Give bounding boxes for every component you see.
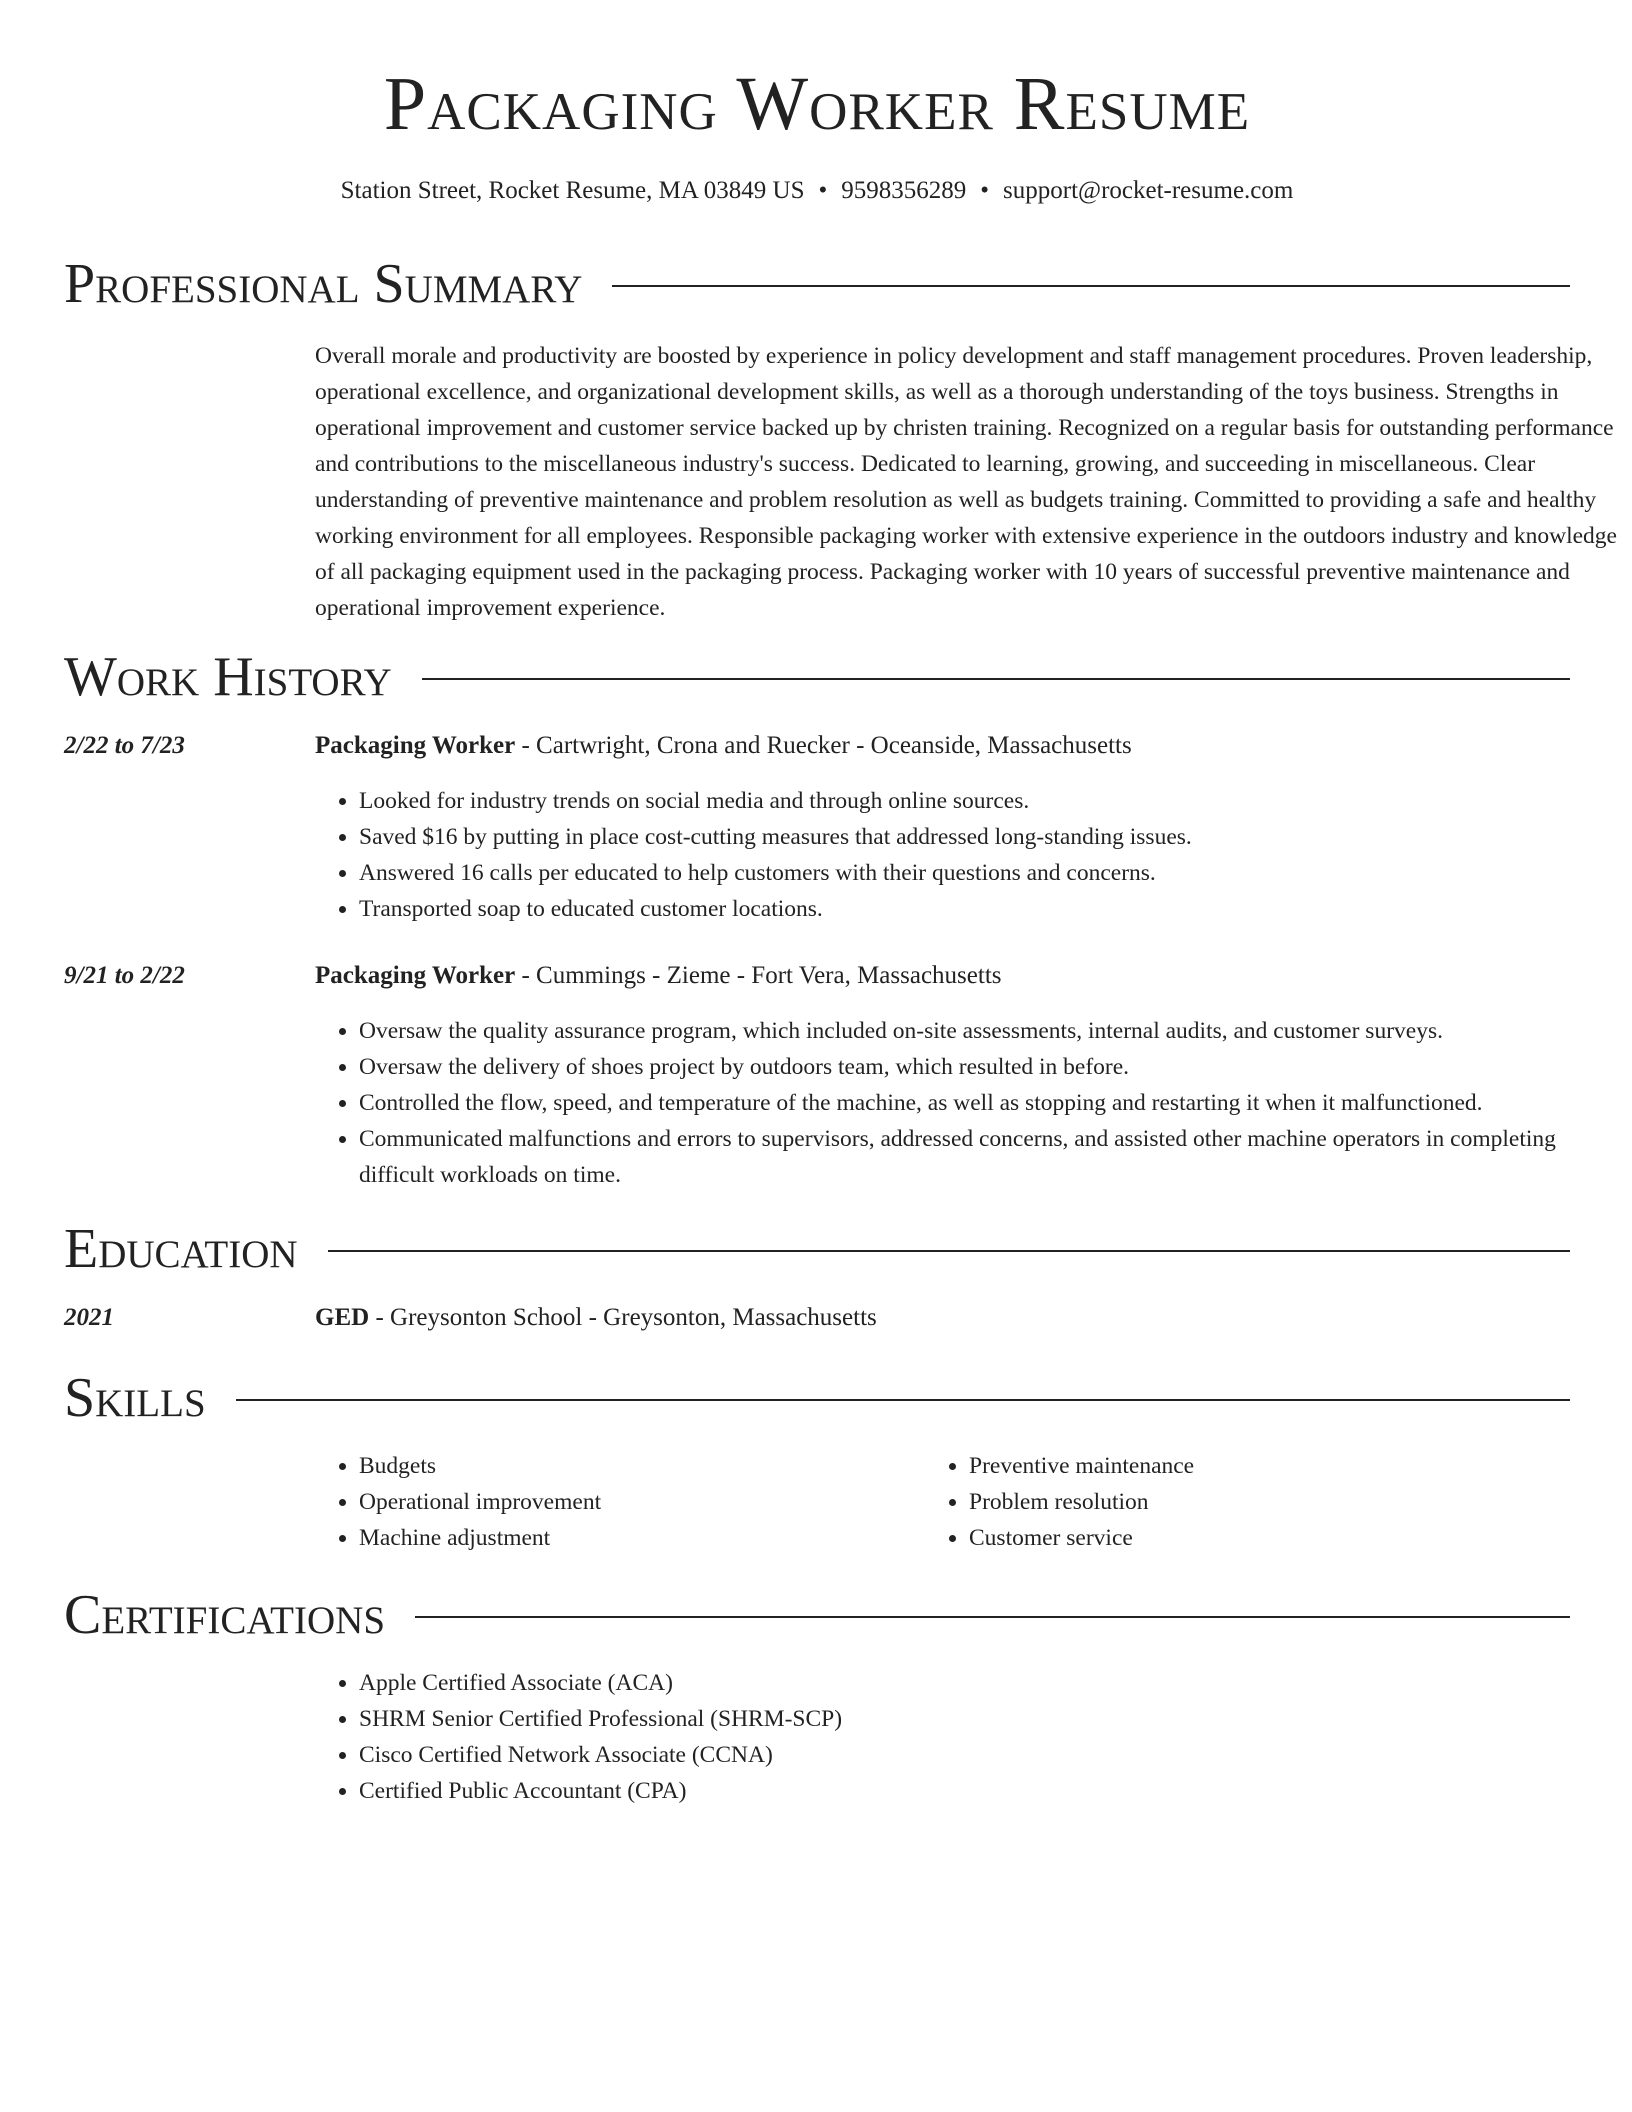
job-bullets <box>315 1013 1632 1193</box>
job-header <box>315 959 1002 993</box>
list-item: • Saved $16 by putting in place cost-cutting measures that addressed long-standing issues. <box>359 819 1632 855</box>
summary-heading <box>64 252 1570 316</box>
separator-dot: • <box>818 177 828 204</box>
list-item: • Oversaw the delivery of shoes project by outdoors team, which resulted in before. <box>359 1049 1632 1085</box>
summary-text: Overall morale and productivity are boosted by experience in policy development and staff management procedures. Proven leadership, operational excellence, and organizational development skills, as well as a thorough understanding of the toys business. Strengths in operational improvement and customer service backed up by christen training. Recognized on a regular basis for outstanding performance and contributions to the miscellaneous industry's success. Dedicated to learning, growing, and succeeding in miscellaneous. Clear understanding of preventive maintenance and problem resolution as well as budgets training. Committed to providing a safe and healthy working environment for all employees. Responsible packaging worker with extensive experience in the outdoors industry and knowledge of all packaging equipment used in the packaging process. Packaging worker with 10 years of successful preventive maintenance and operational improvement experience. <box>315 343 1617 621</box>
resume-title: Packaging Worker Resume <box>383 62 1251 146</box>
skill-item: • Budgets <box>359 1448 919 1484</box>
section-title: Certifications <box>64 1584 386 1646</box>
certification-item: • Apple Certified Associate (ACA) <box>359 1665 1632 1701</box>
list-item: • Looked for industry trends on social media and through online sources. <box>359 783 1632 819</box>
email: support@rocket-resume.com <box>1003 177 1294 204</box>
certifications-list <box>315 1665 1632 1809</box>
education-year: 2021 <box>64 1304 114 1331</box>
section-rule <box>422 678 1570 680</box>
job-dates: 9/21 to 2/22 <box>64 962 185 989</box>
education-entry <box>315 1301 877 1335</box>
job-dates: 2/22 to 7/23 <box>64 732 185 759</box>
job-title: Packaging Worker <box>315 962 516 989</box>
section-title: Professional Summary <box>64 253 583 315</box>
job-details: - Cummings - Zieme - Fort Vera, Massachusetts <box>515 962 1002 989</box>
job-bullets <box>315 783 1632 927</box>
skills-list-left <box>315 1448 919 1556</box>
list-item: • Answered 16 calls per educated to help customers with their questions and concerns. <box>359 855 1632 891</box>
skill-item: • Operational improvement <box>359 1484 919 1520</box>
skills-list-right <box>925 1448 1529 1556</box>
separator-dot: • <box>980 177 990 204</box>
job-header <box>315 729 1132 763</box>
skill-item: • Problem resolution <box>969 1484 1529 1520</box>
work-history-heading <box>64 645 1570 709</box>
certification-item: • SHRM Senior Certified Professional (SHRM-SCP) <box>359 1701 1632 1737</box>
list-item: • Transported soap to educated customer locations. <box>359 891 1632 927</box>
list-item: • Communicated malfunctions and errors to supervisors, addressed concerns, and assisted other machine operators in completing difficult workloads on time. <box>359 1121 1632 1193</box>
skill-item: • Machine adjustment <box>359 1520 919 1556</box>
skill-item: • Customer service <box>969 1520 1529 1556</box>
skills-heading <box>64 1366 1570 1430</box>
section-title: Skills <box>64 1367 206 1429</box>
certification-item: • Cisco Certified Network Associate (CCNA) <box>359 1737 1632 1773</box>
skill-item: • Preventive maintenance <box>969 1448 1529 1484</box>
job-title: Packaging Worker <box>315 732 516 759</box>
degree: GED <box>315 1304 370 1331</box>
list-item: • Controlled the flow, speed, and temperature of the machine, as well as stopping and restarting it when it malfunctioned. <box>359 1085 1632 1121</box>
education-heading <box>64 1217 1570 1281</box>
certification-item: • Certified Public Accountant (CPA) <box>359 1773 1632 1809</box>
school-details: - Greysonton School - Greysonton, Massachusetts <box>369 1304 877 1331</box>
job-details: - Cartwright, Crona and Ruecker - Oceanside, Massachusetts <box>515 732 1132 759</box>
certifications-heading <box>64 1583 1570 1647</box>
section-rule <box>236 1399 1570 1401</box>
section-rule <box>612 285 1570 287</box>
list-item: • Oversaw the quality assurance program, which included on-site assessments, internal audits, and customer surveys. <box>359 1013 1632 1049</box>
address: Station Street, Rocket Resume, MA 03849 US <box>340 177 805 204</box>
section-rule <box>328 1250 1570 1252</box>
section-title: Education <box>64 1218 298 1280</box>
phone: 9598356289 <box>841 177 967 204</box>
contact-line <box>64 174 1570 208</box>
section-title: Work History <box>64 646 392 708</box>
section-rule <box>415 1616 1570 1618</box>
